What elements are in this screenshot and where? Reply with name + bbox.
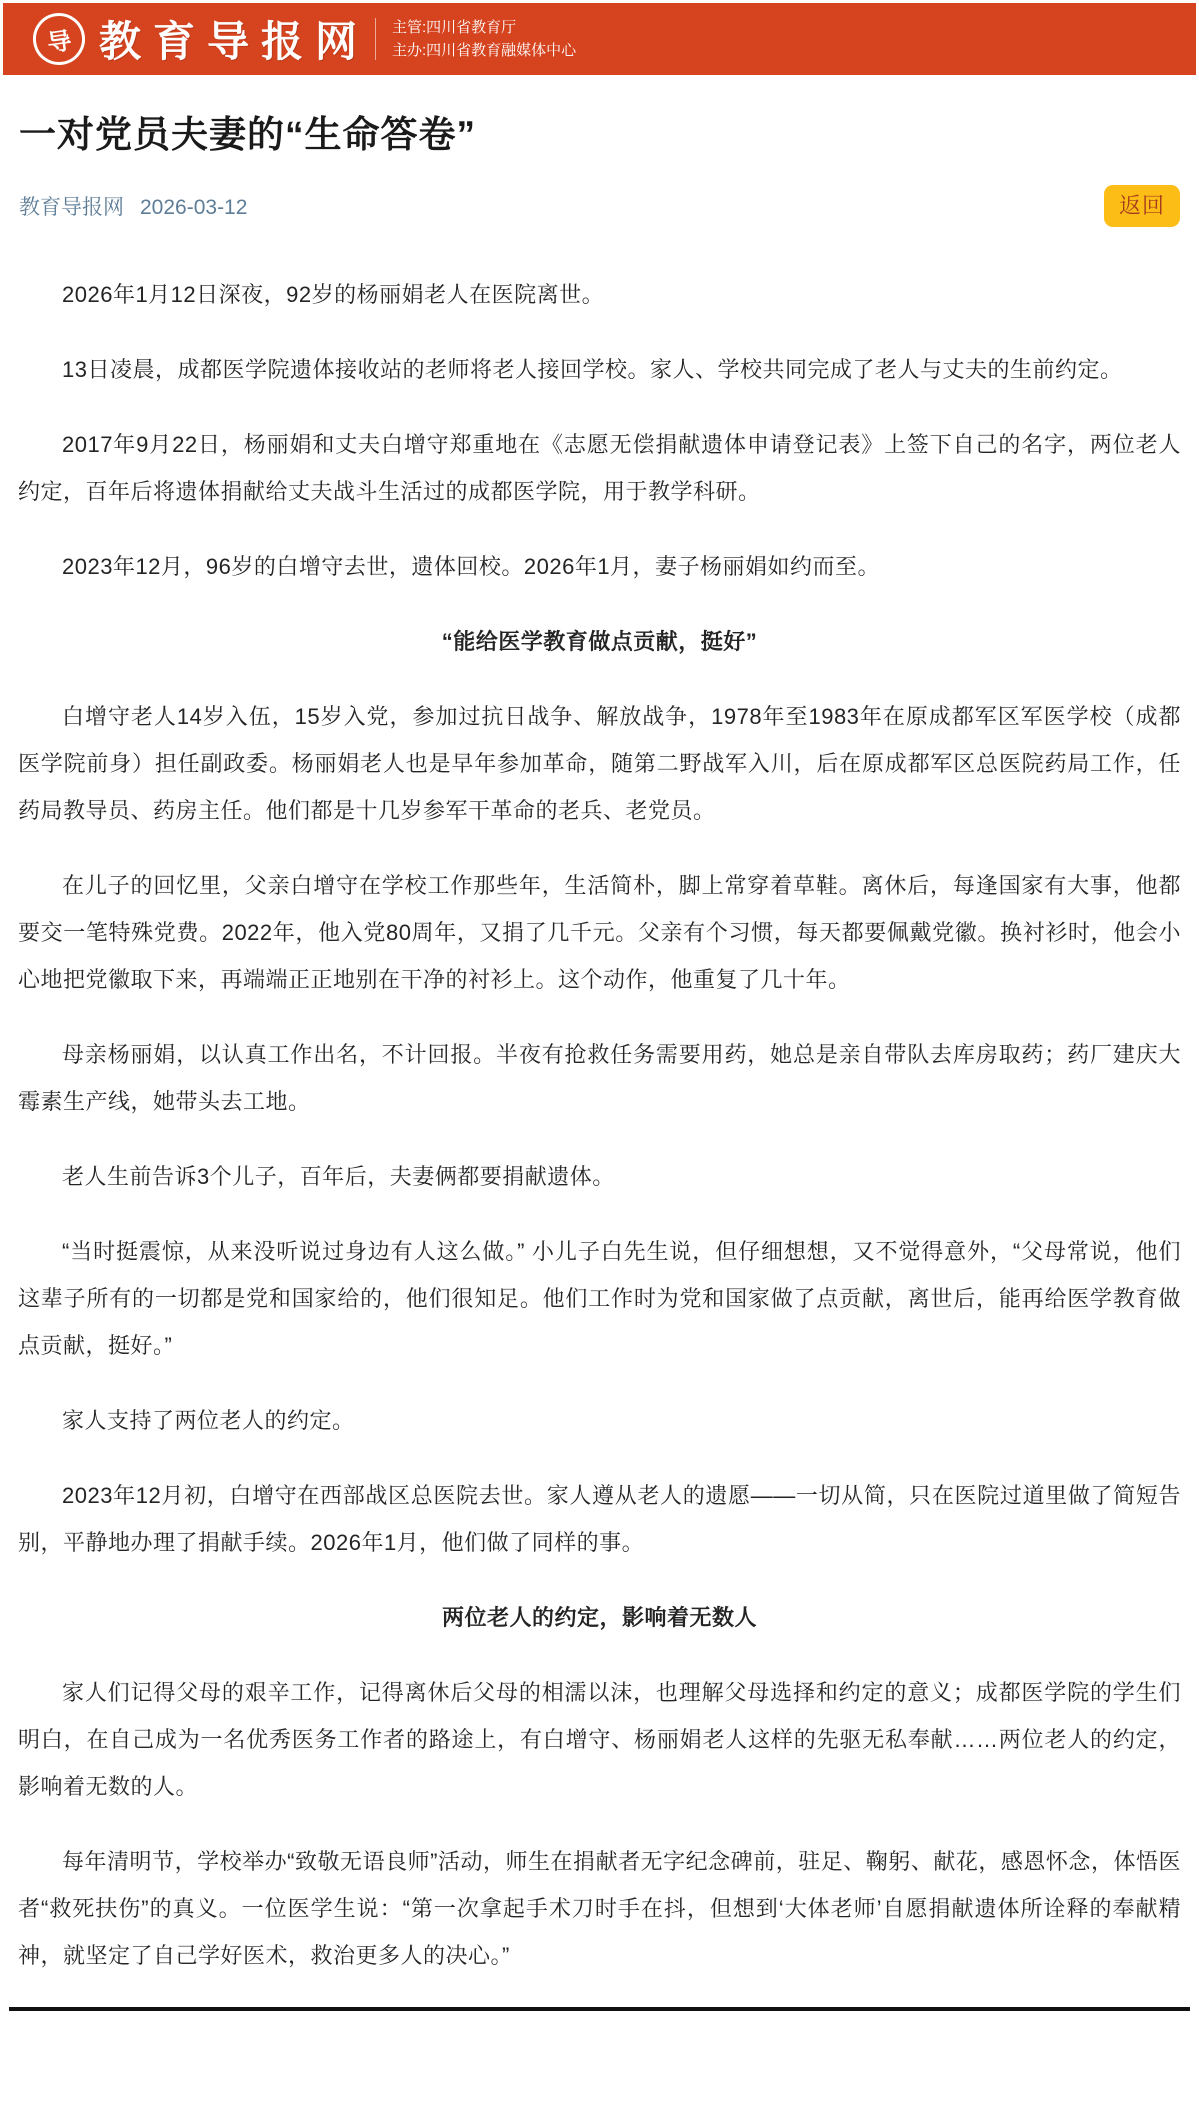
site-header: [3, 3, 1196, 75]
paragraph: 老人生前告诉3个儿子，百年后，夫妻俩都要捐献遗体。: [62, 1164, 615, 1189]
paragraph: 2017年9月22日，杨丽娟和丈夫白增守郑重地在《志愿无偿捐献遗体申请登记表》上签下自己的名字，两位老人约定，百年后将遗体捐献给丈夫战斗生活过的成都医学院，用于教学科研。: [18, 432, 1181, 504]
paragraph: 白增守老人14岁入伍，15岁入党，参加过抗日战争、解放战争，1978年至1983年在原成都军区军医学校（成都医学院前身）担任副政委。杨丽娟老人也是早年参加革命，随第二野战军入川，后在原成都军区总医院药局工作，任药局教导员、药房主任。他们都是十几岁参军干革命的老兵、老党员。: [18, 704, 1181, 823]
paragraph: 每年清明节，学校举办“致敬无语良师”活动，师生在捐献者无字纪念碑前，驻足、鞠躬、献花，感恩怀念，体悟医者“救死扶伤”的真义。一位医学生说：“第一次拿起手术刀时手在抖，但想到‘大体老师’自愿捐献遗体所诠释的奉献精神，就坚定了自己学好医术，救治更多人的决心。”: [18, 1849, 1181, 1968]
paragraph: 家人们记得父母的艰辛工作，记得离休后父母的相濡以沫，也理解父母选择和约定的意义；成都医学院的学生们明白，在自己成为一名优秀医务工作者的路途上，有白增守、杨丽娟老人这样的先驱无私奉献……两位老人的约定，影响着无数的人。: [18, 1680, 1181, 1799]
paragraph: 13日凌晨，成都医学院遗体接收站的老师将老人接回学校。家人、学校共同完成了老人与丈夫的生前约定。: [62, 357, 1123, 382]
paragraph: 家人支持了两位老人的约定。: [62, 1408, 355, 1433]
section-subhead: “能给医学教育做点贡献，挺好”: [441, 629, 758, 654]
site-logo-text[interactable]: 教育导报网: [99, 17, 370, 66]
publish-date: 2026-03-12: [140, 196, 248, 219]
article-title: 一对党员夫妻的“生命答卷”: [19, 114, 476, 155]
header-org-info: [392, 16, 576, 63]
site-logo-icon: 导: [30, 10, 89, 69]
section-subhead: 两位老人的约定，影响着无数人: [441, 1605, 757, 1630]
paragraph: 2023年12月初，白增守在西部战区总医院去世。家人遵从老人的遗愿——一切从简，只在医院过道里做了简短告别，平静地办理了捐献手续。2026年1月，他们做了同样的事。: [18, 1483, 1181, 1555]
paragraph: 在儿子的回忆里，父亲白增守在学校工作那些年，生活简朴，脚上常穿着草鞋。离休后，每逢国家有大事，他都要交一笔特殊党费。2022年，他入党80周年，又捐了几千元。父亲有个习惯，每天都要佩戴党徽。换衬衫时，他会小心地把党徽取下来，再端端正正地别在干净的衬衫上。这个动作，他重复了几十年。: [18, 873, 1181, 992]
paragraph: 2023年12月，96岁的白增守去世，遗体回校。2026年1月，妻子杨丽娟如约而至。: [62, 554, 881, 579]
paragraph: 2026年1月12日深夜，92岁的杨丽娟老人在医院离世。: [62, 282, 605, 307]
article-meta-row: [19, 185, 1180, 227]
header-divider: [375, 18, 376, 60]
source-label: 教育导报网: [19, 196, 124, 219]
article-meta: [19, 191, 247, 221]
paragraph: “当时挺震惊，从来没听说过身边有人这么做。” 小儿子白先生说，但仔细想想，又不觉得意外，“父母常说，他们这辈子所有的一切都是党和国家给的，他们很知足。他们工作时为党和国家做了点贡献，离世后，能再给医学教育做点贡献，挺好。”: [18, 1239, 1181, 1358]
article-body: [18, 271, 1181, 1979]
paragraph: 母亲杨丽娟，以认真工作出名，不计回报。半夜有抢救任务需要用药，她总是亲自带队去库房取药；药厂建庆大霉素生产线，她带头去工地。: [18, 1042, 1181, 1114]
footer-divider: [9, 2007, 1190, 2011]
supervisor-line: 主管:四川省教育厅: [392, 18, 517, 36]
organizer-line: 主办:四川省教育融媒体中心: [392, 42, 577, 59]
back-button[interactable]: 返回: [1104, 185, 1180, 227]
